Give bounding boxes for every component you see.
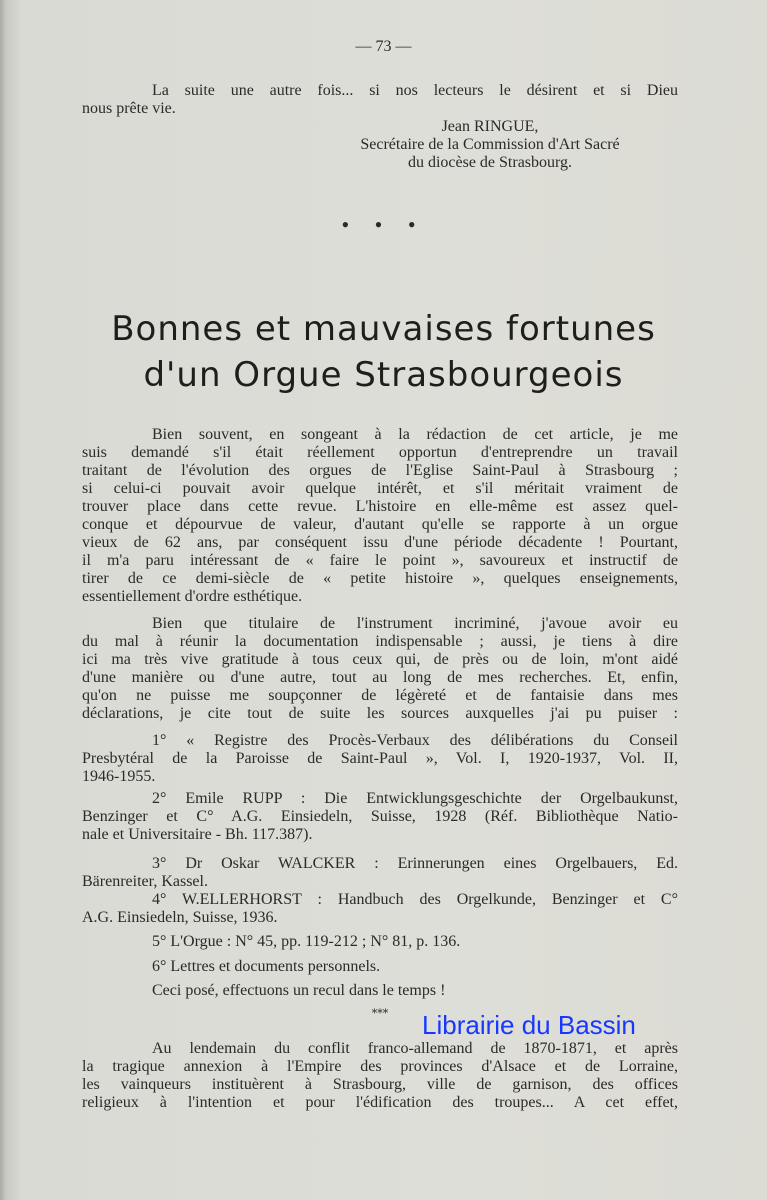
reference-5 bbox=[82, 933, 678, 951]
text-line: 5° L'Orgue : N° 45, pp. 119-212 ; N° 81, p. 136. bbox=[152, 933, 461, 950]
watermark: Librairie du Bassin bbox=[422, 1010, 636, 1040]
asterism: ⁎⁎⁎ bbox=[371, 1004, 389, 1016]
text-line: la tragique annexion à l'Empire des provinces d'Alsace et de Lorraine, bbox=[82, 1058, 678, 1075]
text-line: Presbytéral de la Paroisse de Saint-Paul », Vol. I, 1920-1937, Vol. II, bbox=[82, 750, 678, 767]
text-line: La suite une autre fois... si nos lecteurs le désirent et si Dieu bbox=[152, 82, 678, 99]
text-line: 3° Dr Oskar WALCKER : Erinnerungen eines Orgelbauers, Ed. bbox=[152, 855, 678, 872]
text-line: si celui-ci pouvait avoir quelque intérêt, et s'il méritait vraiment de bbox=[82, 480, 678, 497]
text-line: qu'on ne puisse me soupçonner de légèreté et de fantaisie dans mes bbox=[82, 687, 678, 704]
text-line: 1° « Registre des Procès-Verbaux des délibérations du Conseil bbox=[152, 732, 678, 749]
text-line: les vainqueurs instituèrent à Strasbourg, ville de garnison, des offices bbox=[82, 1076, 678, 1093]
text-line: nous prête vie. bbox=[82, 100, 176, 117]
text-line: Ceci posé, effectuons un recul dans le temps ! bbox=[152, 982, 446, 999]
signature-name: Jean RINGUE, bbox=[441, 118, 539, 135]
text-line: 6° Lettres et documents personnels. bbox=[152, 958, 381, 975]
text-line: il m'a paru intéressant de « faire le point », savoureux et instructif de bbox=[82, 552, 678, 569]
text-line: conque et dépourvue de valeur, d'autant qu'elle se rapporte à un orgue bbox=[82, 516, 678, 533]
text-line: traitant de l'évolution des orgues de l'Eglise Saint-Paul à Strasbourg ; bbox=[82, 462, 678, 479]
reference-6 bbox=[82, 958, 678, 976]
title-line-2: d'un Orgue Strasbourgeois bbox=[143, 355, 624, 395]
text-line: déclarations, je cite tout de suite les sources auxquelles j'ai pu puiser : bbox=[82, 705, 678, 722]
reference-2 bbox=[82, 790, 678, 844]
text-line: Bien que titulaire de l'instrument incriminé, j'avoue avoir eu bbox=[152, 615, 678, 632]
text-line: 2° Emile RUPP : Die Entwicklungsgeschichte der Orgelbaukunst, bbox=[152, 790, 678, 807]
text-line: 1946-1955. bbox=[82, 768, 156, 785]
text-line: tirer de ce demi-siècle de « petite histoire », quelques enseignements, bbox=[82, 570, 678, 587]
text-line: suis demandé s'il était réellement opportun d'entreprendre un travail bbox=[82, 444, 678, 461]
paragraph-2 bbox=[82, 615, 678, 723]
reference-1 bbox=[82, 732, 678, 786]
text-line: ici ma très vive gratitude à tous ceux qui, de près ou de loin, m'ont aidé bbox=[82, 651, 678, 668]
text-line: Bärenreiter, Kassel. bbox=[82, 873, 208, 890]
text-line: Bien souvent, en songeant à la rédaction de cet article, je me bbox=[152, 426, 678, 443]
transition-sentence bbox=[82, 982, 678, 1000]
paragraph-3 bbox=[82, 1040, 678, 1112]
signature-diocese: du diocèse de Strasbourg. bbox=[407, 154, 573, 171]
paragraph-1 bbox=[82, 426, 678, 606]
text-line: 4° W.ELLERHORST : Handbuch des Orgelkunde, Benzinger et C° bbox=[152, 891, 678, 908]
text-line: religieux à l'intention et pour l'édification des troupes... A cet effet, bbox=[82, 1094, 678, 1111]
text-line: trouver place dans cette revue. L'histoire en elle-même est assez quel- bbox=[82, 498, 678, 515]
intro-paragraph bbox=[82, 82, 678, 118]
reference-4 bbox=[82, 891, 678, 927]
title-line-1: Bonnes et mauvaises fortunes bbox=[111, 309, 656, 349]
page-number: — 73 — bbox=[355, 38, 412, 55]
article-title bbox=[0, 306, 767, 398]
text-line: Au lendemain du conflit franco-allemand de 1870-1871, et après bbox=[152, 1040, 678, 1057]
text-line: Benzinger et C° A.G. Einsiedeln, Suisse, 1928 (Réf. Bibliothèque Natio- bbox=[82, 808, 678, 825]
reference-3 bbox=[82, 855, 678, 891]
text-line: vieux de 62 ans, par conséquent issu d'une période décadente ! Pourtant, bbox=[82, 534, 678, 551]
text-line: nale et Universitaire - Bh. 117.387). bbox=[82, 826, 313, 843]
signature-title: Secrétaire de la Commission d'Art Sacré bbox=[360, 136, 620, 153]
section-separator: • • • bbox=[341, 212, 426, 237]
text-line: du mal à réunir la documentation indispensable ; aussi, je tiens à dire bbox=[82, 633, 678, 650]
signature bbox=[300, 118, 680, 172]
text-line: essentiellement d'ordre esthétique. bbox=[82, 588, 303, 605]
text-line: d'une manière ou d'une autre, tout au long de mes recherches. Et, enfin, bbox=[82, 669, 678, 686]
text-line: A.G. Einsiedeln, Suisse, 1936. bbox=[82, 909, 278, 926]
